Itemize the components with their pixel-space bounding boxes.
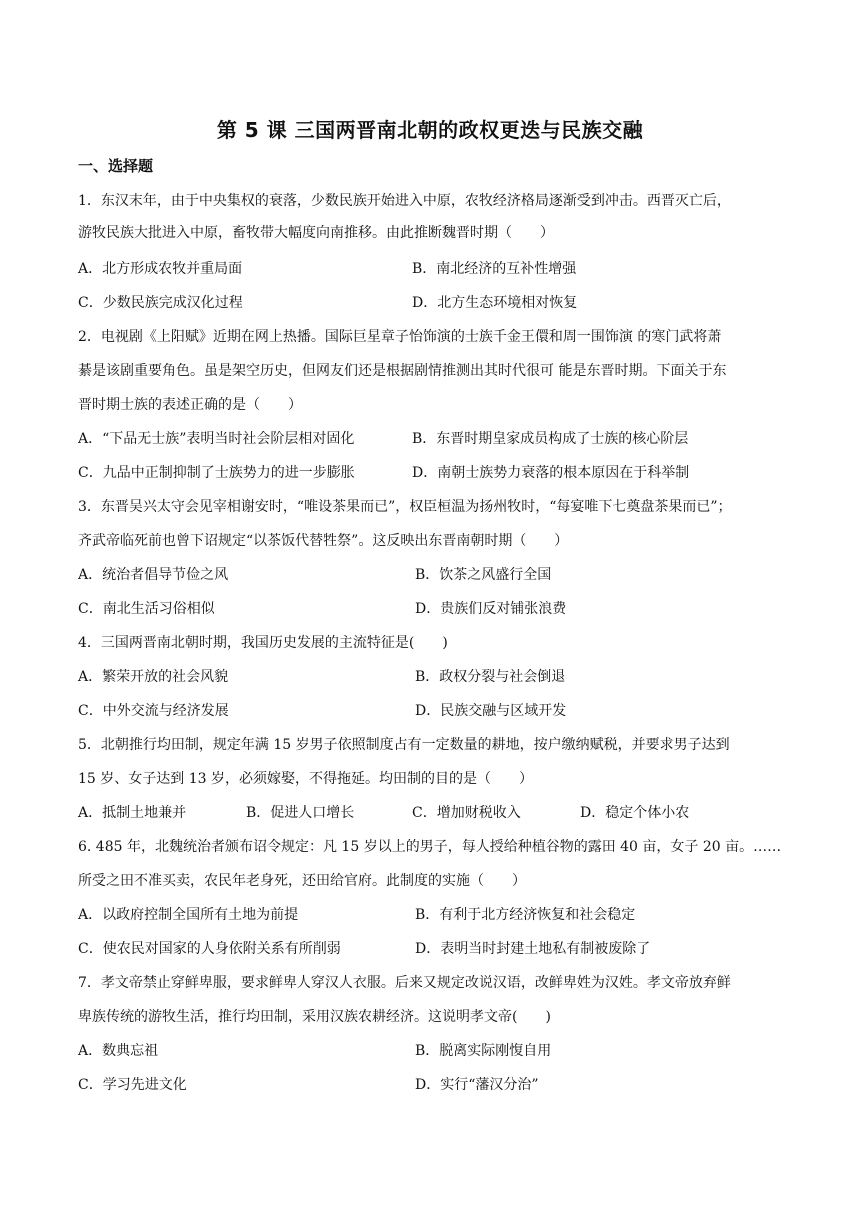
question-7-line-2: 卑族传统的游牧生活，推行均田制，采用汉族农耕经济。这说明孝文帝( ) [78, 1009, 551, 1025]
question-5-line-2: 15 岁、女子达到 13 岁，必须嫁娶，不得拖延。均田制的目的是（ ） [78, 771, 533, 787]
question-4-option-b: B．政权分裂与社会倒退 [415, 669, 566, 685]
question-3-option-a: A．统治者倡导节俭之风 [78, 567, 229, 583]
question-5-option-b: B．促进人口增长 [246, 805, 355, 821]
question-3-line-2: 齐武帝临死前也曾下诏规定“以茶饭代替牲祭”。这反映出东晋南朝时期（ ） [78, 533, 569, 549]
question-2-option-a: A．“下品无士族”表明当时社会阶层相对固化 [78, 431, 355, 447]
question-6-line-1: 6. 485 年，北魏统治者颁布诏令规定：凡 15 岁以上的男子，每人授给种植谷物的露田 40 亩，女子 20 亩。…… [78, 839, 782, 855]
question-1-line-2: 游牧民族大批进入中原，畜牧带大幅度向南推移。由此推断魏晋时期（ ） [78, 225, 554, 241]
question-2-option-b: B．东晋时期皇家成员构成了士族的核心阶层 [412, 431, 689, 447]
question-6-line-2: 所受之田不准买卖，农民年老身死，还田给官府。此制度的实施（ ） [78, 873, 526, 889]
question-7-option-d: D．实行“藩汉分治” [415, 1077, 539, 1093]
page-title: 第 5 课 三国两晋南北朝的政权更迭与民族交融 [216, 118, 644, 142]
question-6-option-d: D．表明当时封建土地私有制被废除了 [415, 941, 651, 957]
question-4-option-a: A．繁荣开放的社会风貌 [78, 669, 229, 685]
question-7-option-a: A．数典忘祖 [78, 1043, 159, 1059]
section-heading: 一、选择题 [78, 157, 154, 175]
question-3-option-b: B．饮茶之风盛行全国 [415, 567, 552, 583]
question-2-line-2: 綦是该剧重要角色。虽是架空历史，但网友们还是根据剧情推测出其时代很可 能是东晋时期。下面关于东 [78, 363, 727, 379]
question-7-option-c: C．学习先进文化 [78, 1077, 187, 1093]
question-6-option-c: C．使农民对国家的人身依附关系有所削弱 [78, 941, 341, 957]
question-2-line-1: 2．电视剧《上阳赋》近期在网上热播。国际巨星章子怡饰演的士族千金王儇和周一围饰演 的寒门武将萧 [78, 329, 722, 345]
question-3-line-1: 3．东晋吴兴太守会见宰相谢安时，“唯设茶果而已”，权臣桓温为扬州牧时，“每宴唯下七奠盘茶果而已”； [78, 499, 732, 515]
question-2-line-3: 晋时期士族的表述正确的是（ ） [78, 397, 302, 413]
question-1-option-b: B．南北经济的互补性增强 [412, 261, 577, 277]
question-2-option-d: D．南朝士族势力衰落的根本原因在于科举制 [412, 465, 690, 481]
question-1-line-1: 1．东汉末年，由于中央集权的衰落，少数民族开始进入中原，农牧经济格局逐渐受到冲击。西晋灭亡后， [78, 193, 731, 209]
question-5-option-d: D．稳定个体小农 [580, 805, 690, 821]
question-5-option-a: A．抵制土地兼并 [78, 805, 187, 821]
question-3-option-d: D．贵族们反对铺张浪费 [415, 601, 567, 617]
question-6-option-a: A．以政府控制全国所有土地为前提 [78, 907, 299, 923]
question-4-line-1: 4．三国两晋南北朝时期，我国历史发展的主流特征是( ) [78, 635, 448, 651]
question-7-option-b: B．脱离实际刚愎自用 [415, 1043, 552, 1059]
question-4-option-d: D．民族交融与区域开发 [415, 703, 567, 719]
question-5-option-c: C．增加财税收入 [412, 805, 521, 821]
question-1-option-d: D．北方生态环境相对恢复 [412, 295, 578, 311]
question-1-option-a: A．北方形成农牧并重局面 [78, 261, 243, 277]
question-1-option-c: C．少数民族完成汉化过程 [78, 295, 243, 311]
question-7-line-1: 7．孝文帝禁止穿鲜卑服，要求鲜卑人穿汉人衣服。后来又规定改说汉语，改鲜卑姓为汉姓。孝文帝放弃鲜 [78, 975, 731, 991]
question-2-option-c: C．九品中正制抑制了士族势力的进一步膨胀 [78, 465, 355, 481]
question-6-option-b: B．有利于北方经济恢复和社会稳定 [415, 907, 636, 923]
question-5-line-1: 5．北朝推行均田制，规定年满 15 岁男子依照制度占有一定数量的耕地，按户缴纳赋税，并要求男子达到 [78, 737, 730, 753]
question-4-option-c: C．中外交流与经济发展 [78, 703, 229, 719]
question-3-option-c: C．南北生活习俗相似 [78, 601, 215, 617]
